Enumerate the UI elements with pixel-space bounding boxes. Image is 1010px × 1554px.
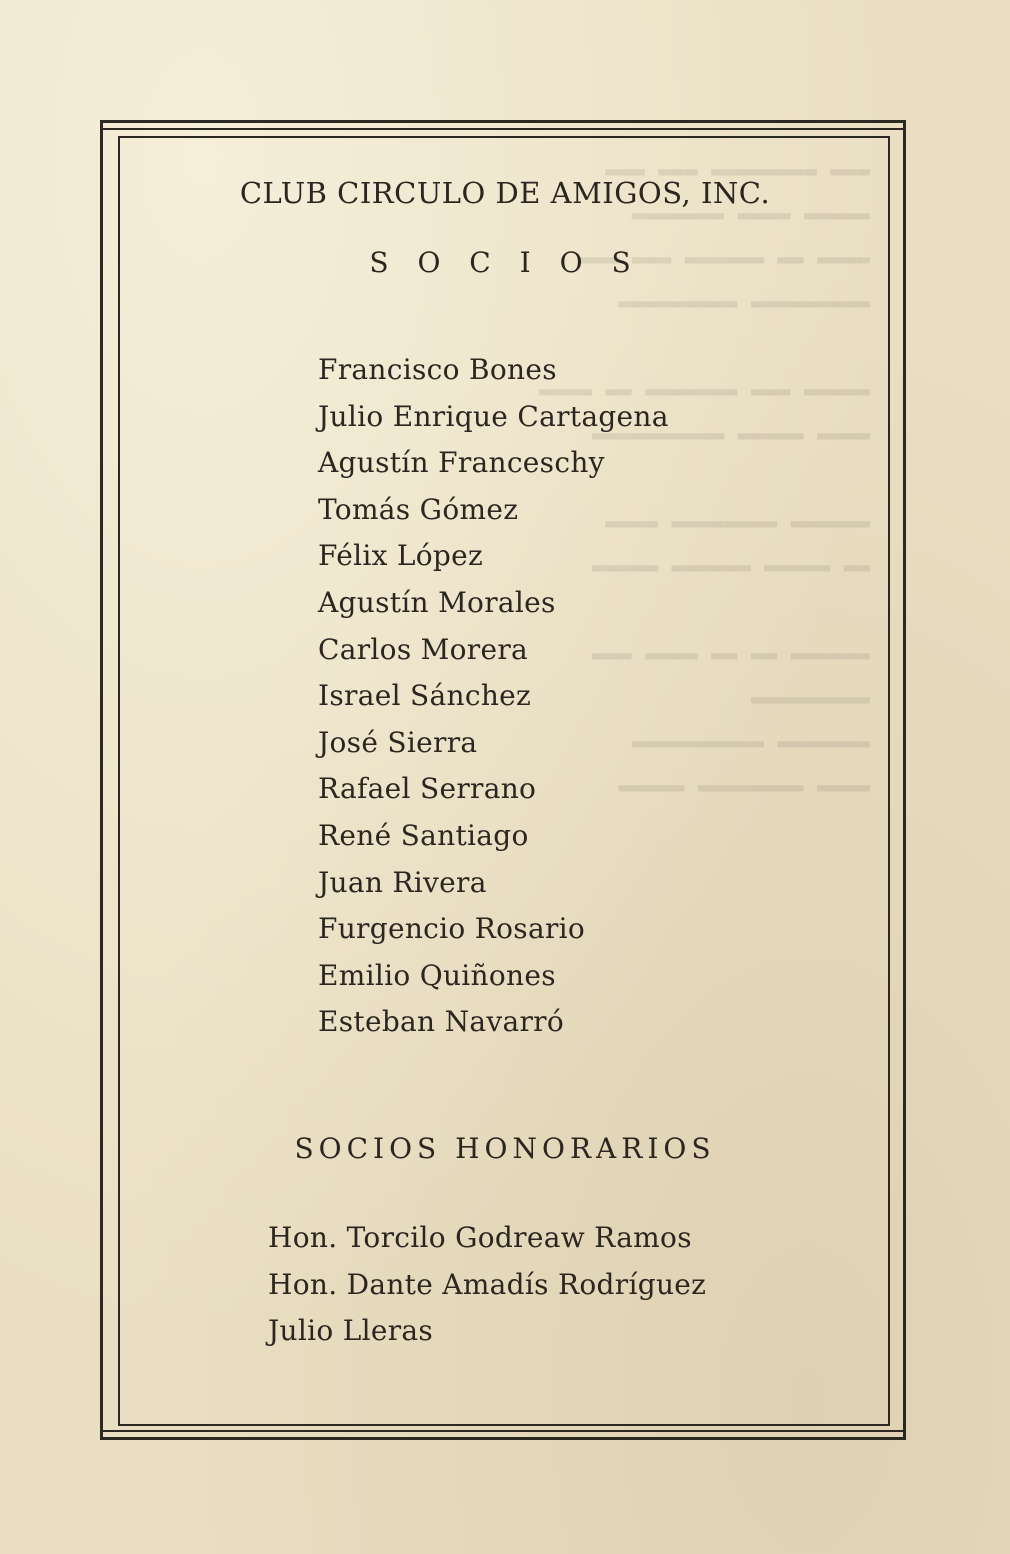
- club-title: CLUB CIRCULO DE AMIGOS, INC.: [239, 176, 771, 210]
- list-item: Hon. Torcilo Godreaw Ramos: [268, 1221, 692, 1254]
- list-item: René Santiago: [318, 818, 529, 852]
- list-item: Francisco Bones: [318, 353, 557, 386]
- list-item: Agustín Morales: [318, 585, 556, 619]
- list-item: Tomás Gómez: [318, 492, 519, 526]
- border-bottom-double-line: [100, 1430, 906, 1432]
- honorary-list: [268, 1218, 706, 1358]
- border-top-double-line: [100, 128, 906, 130]
- list-item: Agustín Franceschy: [318, 446, 605, 480]
- list-item: Carlos Morera: [318, 632, 529, 666]
- list-item: Esteban Navarró: [318, 1005, 565, 1039]
- socios-list: [318, 350, 669, 1049]
- list-item: Julio Enrique Cartagena: [318, 399, 669, 433]
- list-item: Félix López: [318, 539, 484, 573]
- honorary-heading: SOCIOS HONORARIOS: [294, 1132, 716, 1165]
- list-item: Juan Rivera: [318, 865, 487, 899]
- list-item: Hon. Dante Amadís Rodríguez: [268, 1267, 707, 1301]
- list-item: Furgencio Rosario: [318, 912, 586, 946]
- list-item: Julio Lleras: [268, 1314, 434, 1347]
- list-item: José Sierra: [318, 725, 478, 759]
- socios-heading: S O C I O S: [369, 246, 641, 279]
- list-item: Emilio Quiñones: [318, 958, 556, 992]
- list-item: Israel Sánchez: [318, 679, 532, 713]
- list-item: Rafael Serrano: [318, 772, 537, 806]
